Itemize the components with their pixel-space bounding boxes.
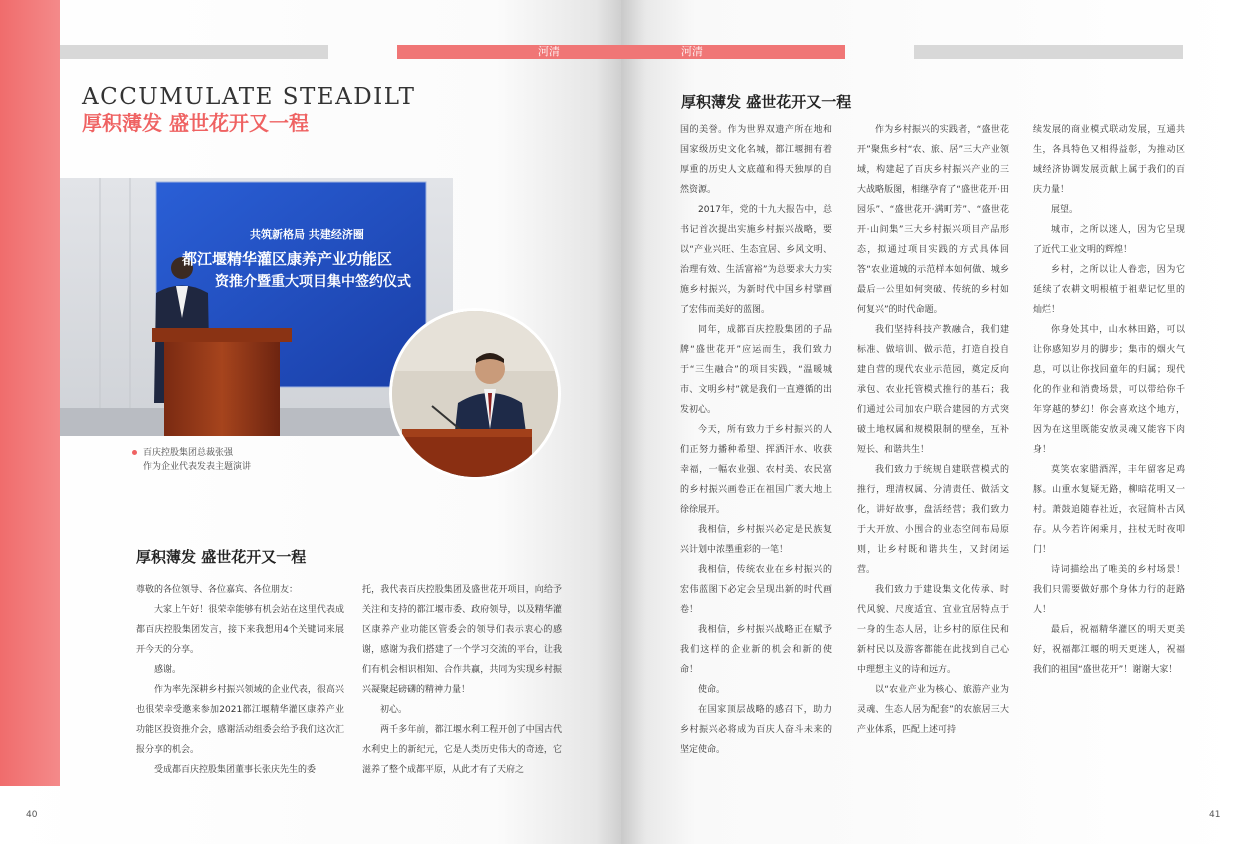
paragraph: 莫笑农家腊酒浑，丰年留客足鸡豚。山重水复疑无路，柳暗花明又一村。萧鼓追随春社近，衣冠简朴古风存。从今若许闲乘月，拄杖无时夜叩门！ <box>1033 465 1185 555</box>
paragraph: 受成都百庆控股集团董事长张庆先生的委 <box>154 765 317 775</box>
paragraph: 我们致力于统规自建联营模式的推行，理清权属、分清责任、做活文化，讲好故事，盘活经营；我们致力于大开放、小围合的业态空间布局原则，让乡村既和谐共生，又封闭运营。 <box>857 465 1009 575</box>
paragraph: 你身处其中，山水林田路，可以让你感知岁月的脚步；集市的烟火气息，可以让你找回童年的归属；现代化的作业和消费场景，可以带给你千年穿越的梦幻！你会喜欢这个地方，因为在这里既能安放灵魂又能容下肉身！ <box>1033 325 1185 455</box>
paragraph: 尊敬的各位领导、各位嘉宾、各位朋友： <box>136 585 299 595</box>
right-column-2 <box>857 120 1009 740</box>
header-bar-right <box>914 45 1183 59</box>
paragraph: 展望。 <box>1051 205 1079 215</box>
paragraph: 在国家顶层战略的感召下，助力乡村振兴必将成为百庆人奋斗未来的坚定使命。 <box>680 705 832 755</box>
paragraph: 我相信，乡村振兴必定是民族复兴计划中浓墨重彩的一笔！ <box>680 525 832 555</box>
caption-line-1: 百庆控股集团总裁张强 <box>143 448 234 458</box>
screen-text-2: 都江堰精华灌区康养产业功能区 <box>182 250 393 268</box>
paragraph: 续发展的商业模式联动发展，互通共生，各具特色又相得益彰，为推动区域经济协调发展贡献上属于我们的百庆力量！ <box>1033 125 1185 195</box>
paragraph: 两千多年前，都江堰水利工程开创了中国古代水利史上的新纪元，它是人类历史伟大的奇迹，它滋养了整个成都平原，从此才有了天府之 <box>362 725 562 775</box>
screen-text-3: 资推介暨重大项目集中签约仪式 <box>215 274 411 290</box>
paragraph: 初心。 <box>380 705 408 715</box>
page-number-right: 41 <box>1209 810 1221 820</box>
paragraph: 同年，成都百庆控股集团的子品牌“盛世花开”应运而生，我们致力于“三生融合”的项目实践，“温暖城市、文明乡村”就是我们一直遵循的出发初心。 <box>680 325 832 415</box>
speaker-portrait <box>389 308 561 480</box>
header-label-right: 河清 <box>681 45 703 58</box>
photo-caption <box>143 446 251 474</box>
paragraph: 国的美誉。作为世界双遗产所在地和国家级历史文化名城，都江堰拥有着厚重的历史人文底蕴和得天独厚的自然资源。 <box>680 125 832 195</box>
paragraph: 作为率先深耕乡村振兴领域的企业代表，很高兴也很荣幸受邀来参加2021都江堰精华灌区康养产业功能区投资推介会，感谢活动组委会给予我们这次汇报分享的机会。 <box>136 685 344 755</box>
left-column-1 <box>136 580 344 780</box>
paragraph: 诗词描绘出了唯美的乡村场景！我们只需要做好那个身体力行的赶路人！ <box>1033 565 1185 615</box>
paragraph: 乡村，之所以让人眷恋，因为它延续了农耕文明根植于祖辈记忆里的灿烂！ <box>1033 265 1185 315</box>
paragraph: 托，我代表百庆控股集团及盛世花开项目，向给予关注和支持的都江堰市委、政府领导，以及精华灌区康养产业功能区管委会的领导们表示衷心的感谢，感谢为我们搭建了一个学习交流的平台，让我们有机会相识相知、合作共赢，共同为实现乡村振兴凝聚起磅礴的精神力量！ <box>362 585 562 695</box>
paragraph: 我们坚持科技产教融合，我们建标准、做培训、做示范，打造自投自建自营的现代农业示范园，奠定反向承包、农业托管模式推行的基石；我们通过公司加农户联合建园的方式突破土地权属和规模限制的壁垒，互补短长、和谐共生！ <box>857 325 1009 455</box>
red-accent-strip <box>0 0 60 786</box>
right-page <box>621 0 1243 844</box>
paragraph: 以“农业产业为核心、旅游产业为灵魂、生态人居为配套”的农旅居三大产业体系，匹配上述可持 <box>857 685 1009 735</box>
left-section-title: 厚积薄发 盛世花开又一程 <box>136 548 307 566</box>
paragraph: 感谢。 <box>154 665 182 675</box>
paragraph: 2017年，党的十九大报告中，总书记首次提出实施乡村振兴战略，要以“产业兴旺、生态宜居、乡风文明、治理有效、生活富裕”为总要求大力实施乡村振兴，为新时代中国乡村擘画了宏伟而美好的蓝图。 <box>680 205 832 315</box>
paragraph: 我相信，乡村振兴战略正在赋予我们这样的企业新的机会和新的使命！ <box>680 625 832 675</box>
portrait-illustration <box>392 311 558 477</box>
left-column-2 <box>362 580 562 780</box>
paragraph: 大家上午好！很荣幸能够有机会站在这里代表成都百庆控股集团发言，接下来我想用4个关键词来展开今天的分享。 <box>136 605 344 655</box>
right-column-3 <box>1033 120 1185 680</box>
header-label-left: 河清 <box>538 45 560 58</box>
caption-line-2: 作为企业代表发表主题演讲 <box>143 462 252 472</box>
paragraph: 我相信，传统农业在乡村振兴的宏伟蓝图下必定会呈现出新的时代画卷！ <box>680 565 832 615</box>
paragraph: 我们致力于建设集文化传承、时代风貌、尺度适宜、宜业宜居特点于一身的生态人居，让乡村的原住民和新村民以及游客都能在此找到自己心中理想主义的诗和远方。 <box>857 585 1009 675</box>
paragraph: 使命。 <box>698 685 726 695</box>
paragraph: 作为乡村振兴的实践者，“盛世花开”聚焦乡村“农、旅、居”三大产业领域，构建起了百庆乡村振兴产业的三大战略版图，相继孕育了“盛世花开·田园乐”、“盛世花开·满町芳”、“盛世花开·山间集”三大乡村振兴项目产品形态，拟通过项目实践的方式具体回答“农业道城的示范样本如何做、城乡最后一公里如何突破、传统的乡村如何复兴”的时代命题。 <box>857 125 1009 315</box>
screen-text-1: 共筑新格局 共建经济圈 <box>250 228 364 241</box>
paragraph: 城市，之所以迷人，因为它呈现了近代工业文明的辉煌！ <box>1033 225 1185 255</box>
header-bar-center <box>397 45 845 59</box>
caption-bullet <box>132 450 137 455</box>
left-page <box>0 0 621 844</box>
header-bar-left <box>60 45 328 59</box>
right-column-1 <box>680 120 832 760</box>
paragraph: 最后，祝福精华灌区的明天更美好，祝福都江堰的明天更迷人，祝福我们的祖国“盛世花开”！谢谢大家！ <box>1033 625 1185 675</box>
paragraph: 今天，所有致力于乡村振兴的人们正努力播种希望、挥洒汗水、收获幸福，一幅农业强、农村美、农民富的乡村振兴画卷正在祖国广袤大地上徐徐展开。 <box>680 425 832 515</box>
english-title: ACCUMULATE STEADILT <box>82 84 416 110</box>
right-section-title: 厚积薄发 盛世花开又一程 <box>681 93 852 111</box>
page-number-left: 40 <box>26 810 38 820</box>
chinese-title: 厚积薄发 盛世花开又一程 <box>82 111 309 135</box>
